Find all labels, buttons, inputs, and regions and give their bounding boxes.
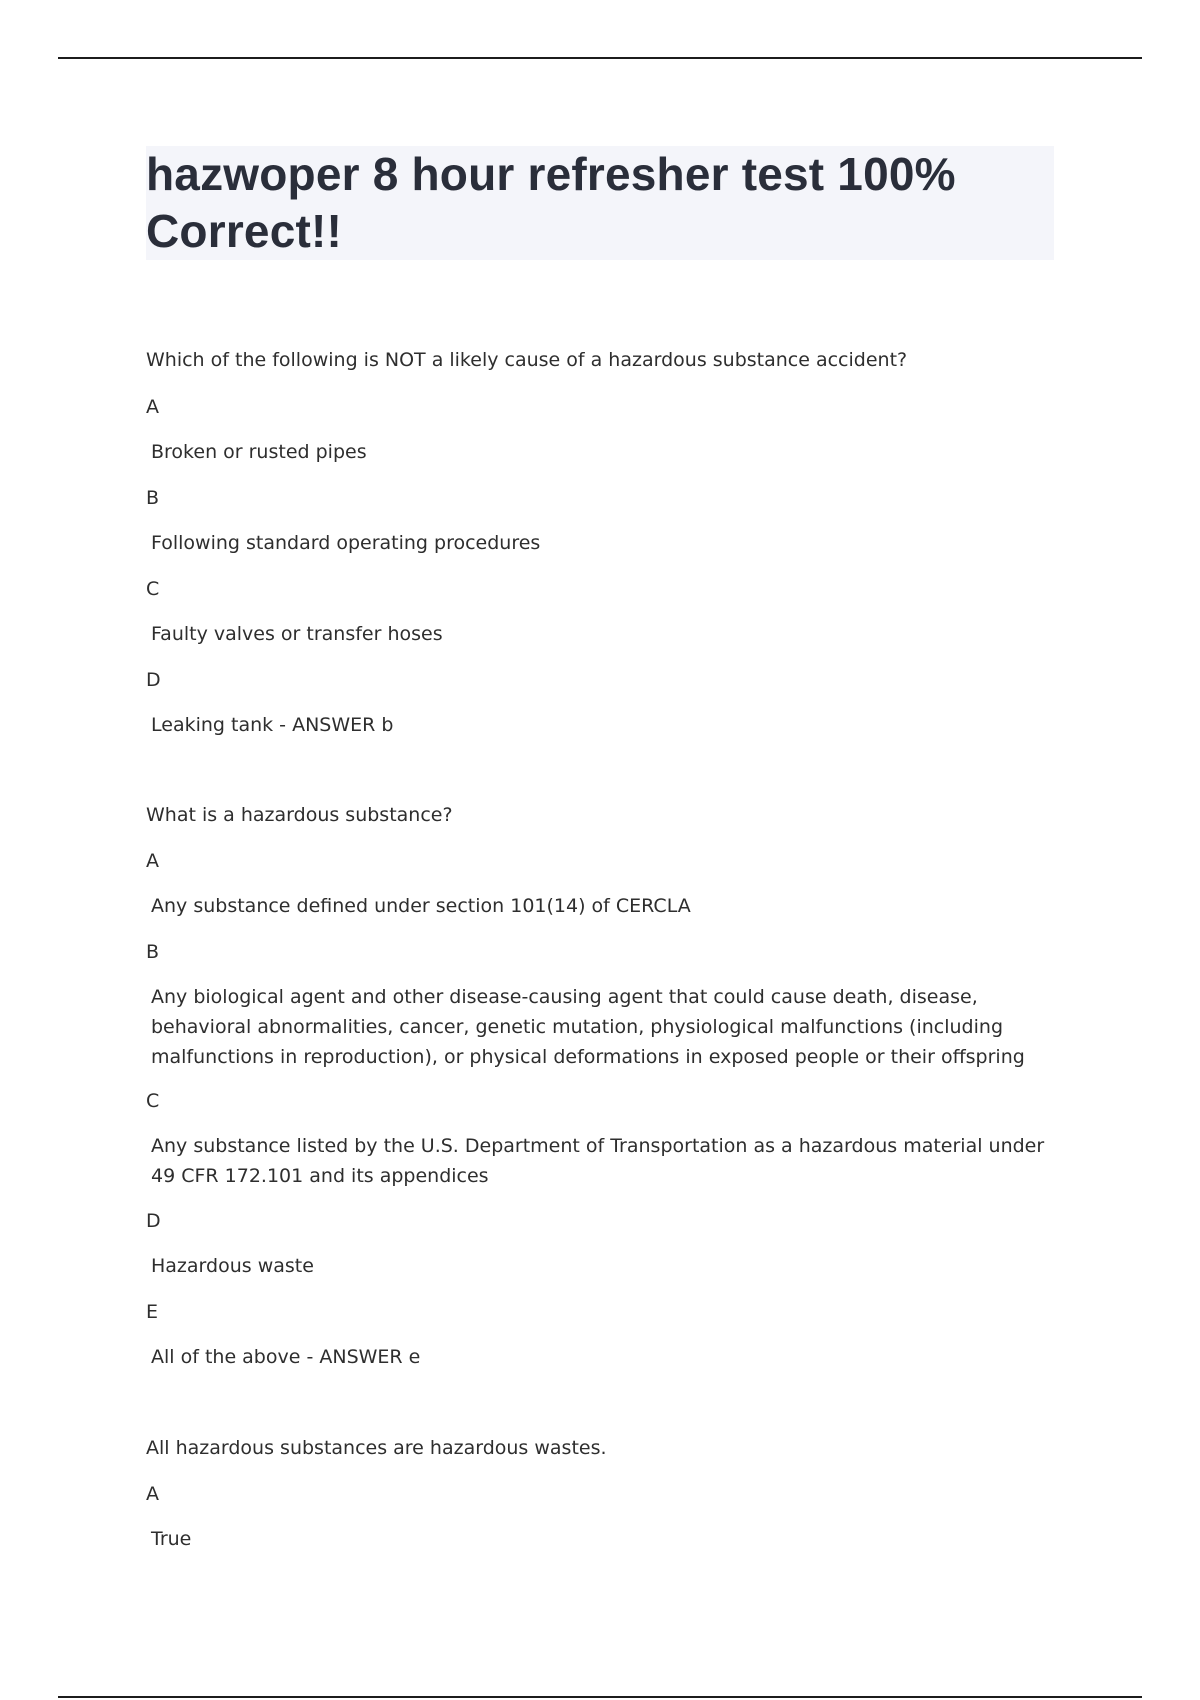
question-1-option-c-text: Faulty valves or transfer hoses xyxy=(151,623,443,645)
question-2-option-c-text: Any substance listed by the U.S. Department of Transportation as a hazardous material under 49 CFR 172.101 and its appendices xyxy=(151,1135,1045,1187)
question-2-option-b-letter: B xyxy=(146,941,160,963)
question-2-option-d-letter: D xyxy=(146,1210,161,1232)
question-1-option-b-letter: B xyxy=(146,487,160,509)
question-1-option-d-letter: D xyxy=(146,669,161,691)
question-1-option-a-text: Broken or rusted pipes xyxy=(151,441,367,463)
question-2-option-c-letter: C xyxy=(146,1090,160,1112)
question-2-option-d-text: Hazardous waste xyxy=(151,1255,314,1277)
question-3-option-a-text: True xyxy=(151,1528,192,1550)
document-title: hazwoper 8 hour refresher test 100% Correct!! xyxy=(146,148,956,257)
question-1-option-a-letter: A xyxy=(146,396,159,418)
top-rule xyxy=(58,57,1142,59)
question-2-option-a-text: Any substance defined under section 101(14) of CERCLA xyxy=(151,895,691,917)
question-2-option-e-text: All of the above - ANSWER e xyxy=(151,1346,421,1368)
question-2-option-e-letter: E xyxy=(146,1301,159,1323)
bottom-rule xyxy=(58,1696,1142,1698)
question-1-option-c-letter: C xyxy=(146,578,160,600)
question-2-option-b-text: Any biological agent and other disease-causing agent that could cause death, disease, behavioral abnormalities, cancer, genetic mutation, physiological malfunctions (including malfunctions in reproduction), or physical deformations in exposed people or their offspring xyxy=(151,986,1025,1068)
question-1-option-b-text: Following standard operating procedures xyxy=(151,532,541,554)
title-block xyxy=(146,146,1054,260)
question-2-text: What is a hazardous substance? xyxy=(146,804,453,826)
question-2-option-a-letter: A xyxy=(146,850,159,872)
question-3-option-a-letter: A xyxy=(146,1483,159,1505)
question-1-text: Which of the following is NOT a likely cause of a hazardous substance accident? xyxy=(146,349,908,371)
question-3-text: All hazardous substances are hazardous wastes. xyxy=(146,1437,607,1459)
question-1-option-d-text: Leaking tank - ANSWER b xyxy=(151,714,394,736)
